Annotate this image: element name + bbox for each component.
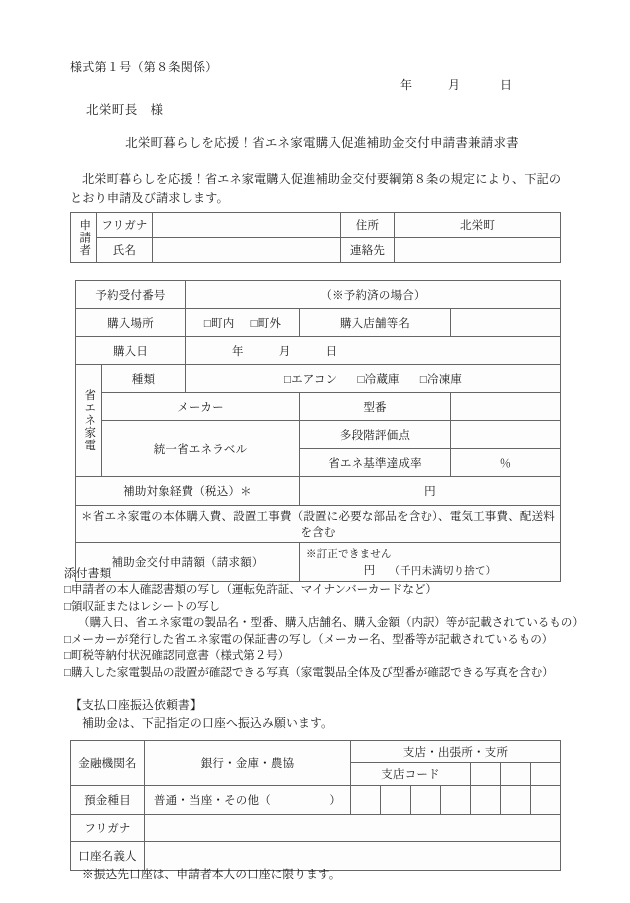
institution-input[interactable]: 銀行・金庫・農協 xyxy=(145,741,351,786)
model-label: 型番 xyxy=(300,393,451,421)
contact-input[interactable] xyxy=(395,238,561,263)
table-row xyxy=(76,421,561,449)
list-item[interactable]: □領収証またはレシートの写し xyxy=(64,599,221,613)
shop-name-label: 購入店舗等名 xyxy=(300,309,451,337)
payment-note: ※振込先口座は、申請者本人の口座に限ります。 xyxy=(82,868,341,881)
bank-account-table xyxy=(70,740,561,871)
purchase-date-input[interactable]: 年 月 日 xyxy=(186,337,561,365)
reservation-input[interactable]: （※予約済の場合） xyxy=(186,281,561,309)
address-input[interactable]: 北栄町 xyxy=(395,213,561,238)
branch-code-label: 支店コード xyxy=(351,763,471,786)
account-furigana-input[interactable] xyxy=(145,815,561,842)
list-item-detail: （購入日、省エネ家電の製品名・型番、購入店舗名、購入金額（内訳）等が記載されているもの） xyxy=(78,616,584,630)
branch-header: 支店・出張所・支所 xyxy=(351,741,561,763)
multistage-label: 多段階評価点 xyxy=(300,421,451,449)
branch-name-cell[interactable] xyxy=(501,763,531,786)
institution-label: 金融機関名 xyxy=(71,741,145,786)
payment-section-header xyxy=(70,697,333,732)
branch-name-cell[interactable] xyxy=(471,763,501,786)
checkbox-aircon[interactable]: □エアコン xyxy=(283,373,338,386)
addressee: 北栄町長 様 xyxy=(86,103,164,117)
payment-section-title: 【支払口座振込依頼書】 xyxy=(70,698,202,712)
date-month-label: 月 xyxy=(448,78,461,92)
table-row xyxy=(76,393,561,421)
checkbox-in-town[interactable]: □町内 xyxy=(203,317,235,330)
branch-name-cell[interactable] xyxy=(531,763,561,786)
account-number-cell[interactable] xyxy=(411,786,441,815)
deposit-type-label: 預金種目 xyxy=(71,786,145,815)
applicant-table xyxy=(70,212,561,263)
account-number-cell[interactable] xyxy=(351,786,381,815)
purchase-date-label: 購入日 xyxy=(76,337,186,365)
appliance-section-label: 省エネ家電 xyxy=(76,365,102,477)
achievement-input[interactable]: ％ xyxy=(451,449,561,477)
lead-paragraph: 北栄町暮らしを応援！省エネ家電購入促進補助金交付要綱第８条の規定により、下記のとおり申請及び請求します。 xyxy=(70,172,562,205)
date-line xyxy=(400,76,560,93)
table-row xyxy=(76,309,561,337)
account-furigana-label: フリガナ xyxy=(71,815,145,842)
table-row xyxy=(76,365,561,393)
account-number-cell[interactable] xyxy=(441,786,471,815)
contact-label: 連絡先 xyxy=(341,238,395,263)
achievement-label: 省エネ基準達成率 xyxy=(300,449,451,477)
request-amount-unit-line: 円 （千円未満切り捨て） xyxy=(363,565,497,577)
list-item[interactable]: □購入した家電製品の設置が確認できる写真（家電製品全体及び型番が確認できる写真を含む） xyxy=(64,665,554,679)
account-holder-label: 口座名義人 xyxy=(71,842,145,871)
table-row xyxy=(76,337,561,365)
payment-section-subtitle: 補助金は、下記指定の口座へ振込み願います。 xyxy=(82,715,333,730)
list-item[interactable]: □町税等納付状況確認同意書（様式第２号） xyxy=(64,649,290,663)
checkbox-refrigerator[interactable]: □冷蔵庫 xyxy=(357,373,400,386)
applicant-row-label: 申請者 xyxy=(71,213,97,263)
table-row xyxy=(71,213,561,238)
energy-label-label: 統一省エネラベル xyxy=(102,421,300,477)
table-row xyxy=(71,238,561,263)
purchase-place-label: 購入場所 xyxy=(76,309,186,337)
attachments-title: 添付書類 xyxy=(64,567,112,580)
purchase-place-options[interactable] xyxy=(186,309,300,337)
checkbox-out-town[interactable]: □町外 xyxy=(250,317,282,330)
address-label: 住所 xyxy=(341,213,395,238)
form-number: 様式第１号（第８条関係） xyxy=(70,60,218,74)
attachments-section xyxy=(64,566,584,681)
account-number-cell[interactable] xyxy=(381,786,411,815)
furigana-label: フリガナ xyxy=(97,213,153,238)
account-number-cell[interactable] xyxy=(471,786,501,815)
reservation-label: 予約受付番号 xyxy=(76,281,186,309)
target-cost-input[interactable]: 円 xyxy=(300,477,561,506)
multistage-input[interactable] xyxy=(451,421,561,449)
list-item[interactable]: □申請者の本人確認書類の写し（運転免許証、マイナンバーカードなど） xyxy=(64,583,437,597)
table-row xyxy=(71,815,561,842)
type-label: 種類 xyxy=(102,365,186,393)
checkbox-freezer[interactable]: □冷凍庫 xyxy=(419,373,463,386)
name-input[interactable] xyxy=(153,238,341,263)
account-number-cell[interactable] xyxy=(531,786,561,815)
account-number-cell[interactable] xyxy=(501,786,531,815)
table-row xyxy=(76,477,561,506)
shop-name-input[interactable] xyxy=(451,309,561,337)
deposit-type-options[interactable]: 普通・当座・その他（ ） xyxy=(145,786,351,815)
target-cost-label: 補助対象経費（税込）＊ xyxy=(76,477,300,506)
table-row xyxy=(71,741,561,763)
table-row xyxy=(76,281,561,309)
name-label: 氏名 xyxy=(97,238,153,263)
page-title: 北栄町暮らしを応援！省エネ家電購入促進補助金交付申請書兼請求書 xyxy=(125,136,519,150)
date-day-label: 日 xyxy=(500,78,513,92)
cost-footnote: ＊省エネ家電の本体購入費、設置工事費（設置に必要な部品を含む）、電気工事費、配送料を含む xyxy=(76,506,561,543)
main-table xyxy=(75,280,561,582)
date-year-label: 年 xyxy=(400,78,413,92)
table-row xyxy=(71,786,561,815)
maker-label[interactable]: メーカー xyxy=(102,393,300,421)
list-item[interactable]: □メーカーが発行した省エネ家電の保証書の写し（メーカー名、型番等が記載されているもの） xyxy=(64,632,554,646)
request-amount-label: 補助金交付申請額（請求額） xyxy=(76,543,300,582)
request-amount-note: ※訂正できません xyxy=(306,549,392,560)
table-row xyxy=(76,506,561,543)
model-input[interactable] xyxy=(451,393,561,421)
furigana-input[interactable] xyxy=(153,213,341,238)
type-options[interactable] xyxy=(186,365,561,393)
